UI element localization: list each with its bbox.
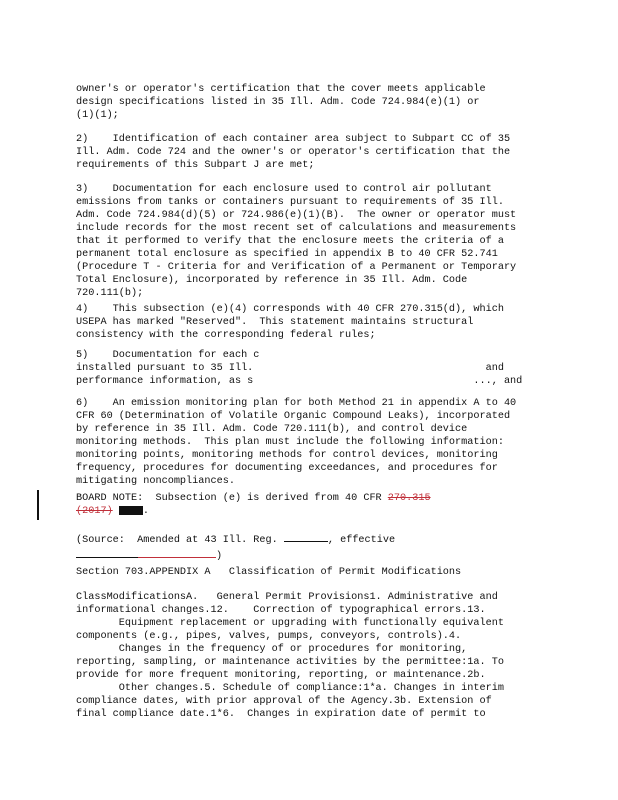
paragraph-item-2: 2) Identification of each container area subject to Subpart CC of 35 Ill. Adm. Code 724 and the owner's or operator's certification that the requirements of this Subpart J are met; [76, 134, 511, 171]
board-note [76, 492, 542, 518]
redaction-mark [119, 506, 143, 515]
source-note [76, 531, 542, 563]
change-bar [37, 490, 39, 520]
source-mid: , effective [327, 535, 396, 546]
effective-date-blank-red [138, 547, 216, 558]
appendix-table-text: ClassModificationsA. General Permit Provisions1. Administrative and informational changes.12. Correction of typographical errors.13. Equipment replacement or upgrading with functionally equivalent components (e.g., pipes, valves, pumps, conveyors, controls).4. Changes in the frequency of or procedures for monitoring, reporting, sampling, or maintenance activities by the permittee:1a. To provide for more frequent monitoring, reporting, or maintenance.2b. Other changes.5. Schedule of compliance:1*a. Changes in interim compliance dates, with prior approval of the Agency.3b. Extension of final compliance date.1*6. Changes in expiration date of permit to [76, 592, 504, 720]
board-note-text: BOARD NOTE: Subsection (e) is derived from 40 CFR [76, 493, 388, 504]
paragraph-item-4: 4) This subsection (e)(4) corresponds with 40 CFR 270.315(d), which USEPA has marked "Reserved". This statement maintains structural consistency with the corresponding federal rules; [76, 304, 504, 341]
board-note-struck-2: (2017) [76, 506, 113, 517]
source-prefix: (Source: Amended at 43 Ill. Reg. [76, 535, 284, 546]
source-end: ) [216, 551, 223, 562]
effective-date-blank [76, 547, 138, 558]
paragraph-item-3: 3) Documentation for each enclosure used to control air pollutant emissions from tanks or containers pursuant to requirements of 35 Ill. Adm. Code 724.984(d)(5) or 724.986(e)(1)(B). The owner or operator must include records for the most recent set of calculations and measurements that it performed to verify that the enclosure meets the criteria of a permanent total enclosure as specified in appendix B to 40 CFR 52.741 (Procedure T - Criteria for and Verification of a Permanent or Temporary Total Enclosure), incorporated by reference in 35 Ill. Adm. Code 720.111(b); [76, 184, 517, 299]
board-note-tail: . [142, 506, 149, 517]
section-heading: Section 703.APPENDIX A Classification of Permit Modifications [76, 567, 462, 578]
board-note-struck: 270.315 [387, 493, 431, 504]
paragraph-item-6: 6) An emission monitoring plan for both Method 21 in appendix A to 40 CFR 60 (Determination of Volatile Organic Compound Leaks), incorporated by reference in 35 Ill. Adm. Code 720.111(b), and control device monitoring methods. This plan must include the following information: monitoring points, monitoring methods for control devices, monitoring frequency, procedures for documenting exceedances, and procedures for mitigating noncompliances. [76, 398, 517, 487]
paragraph-cover-certification: owner's or operator's certification that the cover meets applicable design specifications listed in 35 Ill. Adm. Code 724.984(e)(1) or (1)(1); [76, 84, 486, 121]
paragraph-item-5: 5) Documentation for each c installed pursuant to 35 Ill. and performance information, as s ..., and [76, 350, 523, 387]
reg-page-blank [284, 531, 328, 542]
